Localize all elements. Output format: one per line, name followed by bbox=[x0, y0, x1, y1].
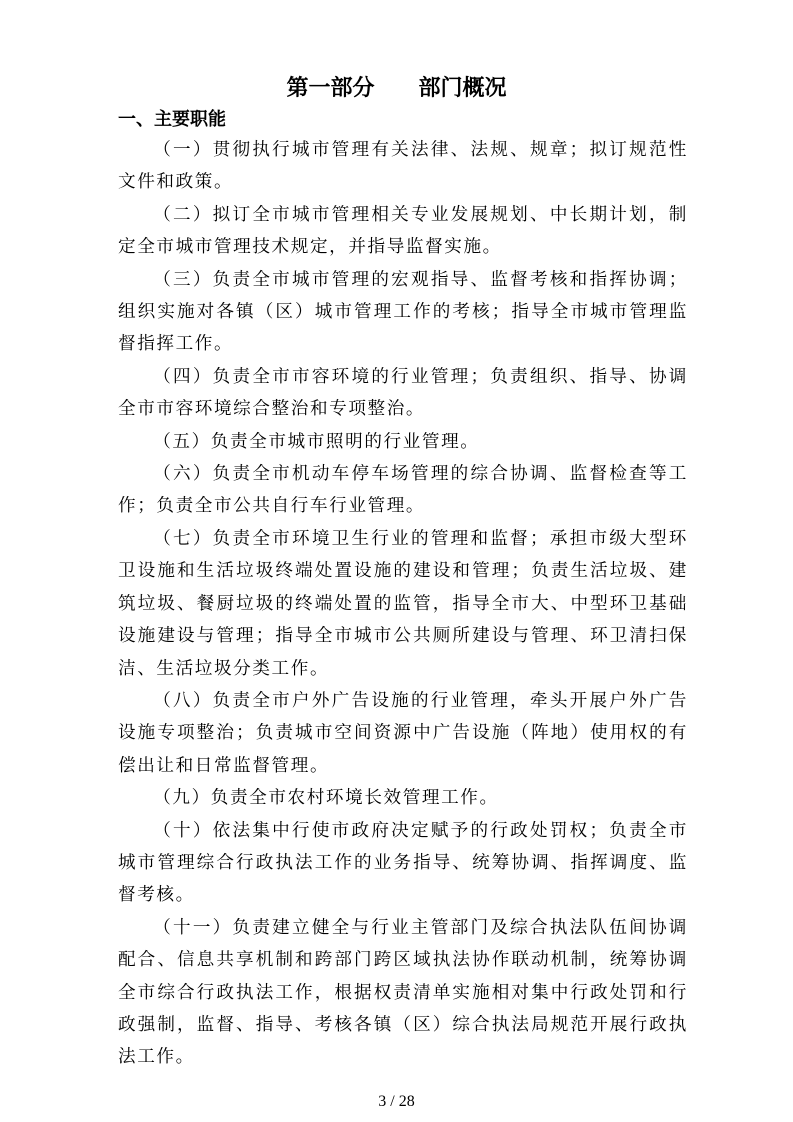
paragraph: （十）依法集中行使市政府决定赋予的行政处罚权；负责全市城市管理综合行政执法工作的业务指导、统筹协调、指挥调度、监督考核。 bbox=[118, 820, 688, 906]
section-heading: 一、主要职能 bbox=[118, 109, 226, 130]
paragraph: （五）负责全市城市照明的行业管理。 bbox=[153, 431, 480, 452]
paragraph: （二）拟订全市城市管理相关专业发展规划、中长期计划，制定全市城市管理技术规定，并指导监督实施。 bbox=[118, 204, 688, 258]
body-text bbox=[118, 134, 688, 1074]
paragraph: （八）负责全市户外广告设施的行业管理，牵头开展户外广告设施专项整治；负责城市空间资源中广告设施（阵地）使用权的有偿出让和日常监督管理。 bbox=[118, 690, 688, 776]
paragraph: （六）负责全市机动车停车场管理的综合协调、监督检查等工作；负责全市公共自行车行业管理。 bbox=[118, 464, 688, 517]
paragraph: （九）负责全市农村环境长效管理工作。 bbox=[153, 788, 499, 809]
title-part: 第一部分 bbox=[286, 76, 375, 101]
paragraph: （一）贯彻执行城市管理有关法律、法规、规章；拟订规范性文件和政策。 bbox=[118, 140, 688, 193]
title-name: 部门概况 bbox=[418, 76, 507, 101]
paragraph: （三）负责全市城市管理的宏观指导、监督考核和指挥协调；组织实施对各镇（区）城市管理工作的考核；指导全市城市管理监督指挥工作。 bbox=[118, 269, 688, 355]
page-number: 3 / 28 bbox=[378, 1093, 415, 1110]
paragraph: （十一）负责建立健全与行业主管部门及综合执法队伍间协调配合、信息共享机制和跨部门跨区域执法协作联动机制，统筹协调全市综合行政执法工作，根据权责清单实施相对集中行政处罚和行政强制，监督、指导、考核各镇（区）综合执法局规范开展行政执法工作。 bbox=[118, 917, 688, 1068]
page-title bbox=[0, 72, 793, 106]
paragraph: （四）负责全市市容环境的行业管理；负责组织、指导、协调全市市容环境综合整治和专项整治。 bbox=[118, 366, 688, 420]
paragraph: （七）负责全市环境卫生行业的管理和监督；承担市级大型环卫设施和生活垃圾终端处置设施的建设和管理；负责生活垃圾、建筑垃圾、餐厨垃圾的终端处置的监管，指导全市大、中型环卫基础设施建设与管理；指导全市城市公共厕所建设与管理、环卫清扫保洁、生活垃圾分类工作。 bbox=[118, 528, 688, 679]
